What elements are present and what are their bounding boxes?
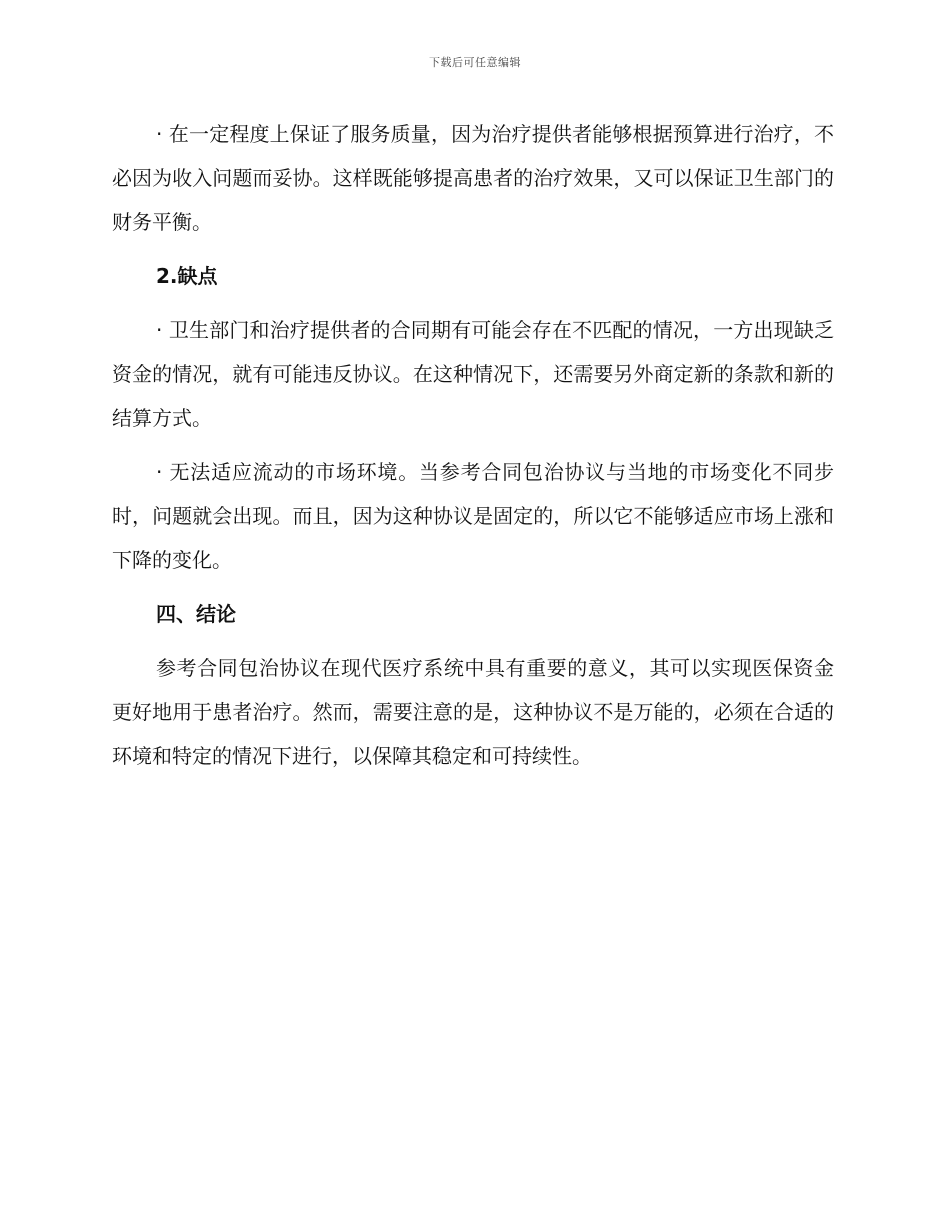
paragraph-contract-mismatch: · 卫生部门和治疗提供者的合同期有可能会存在不匹配的情况，一方出现缺乏资金的情况，就有可能违反协议。在这种情况下，还需要另外商定新的条款和新的结算方式。 (112, 318, 834, 430)
paragraph-conclusion: 参考合同包治协议在现代医疗系统中具有重要的意义，其可以实现医保资金更好地用于患者治疗。然而，需要注意的是，这种协议不是万能的，必须在合适的环境和特定的情况下进行，以保障其稳定和可持续性。 (112, 656, 834, 768)
header-note: 下载后可任意编辑 (429, 56, 521, 69)
paragraph-service-quality: · 在一定程度上保证了服务质量，因为治疗提供者能够根据预算进行治疗，不必因为收入问题而妥协。这样既能够提高患者的治疗效果，又可以保证卫生部门的财务平衡。 (112, 122, 834, 234)
document-body (112, 112, 834, 788)
section-heading-disadvantages: 2.缺点 (156, 264, 218, 288)
section-heading-conclusion: 四、结论 (156, 602, 236, 626)
paragraph-market-environment: · 无法适应流动的市场环境。当参考合同包治协议与当地的市场变化不同步时，问题就会出现。而且，因为这种协议是固定的，所以它不能够适应市场上涨和下降的变化。 (112, 460, 834, 572)
